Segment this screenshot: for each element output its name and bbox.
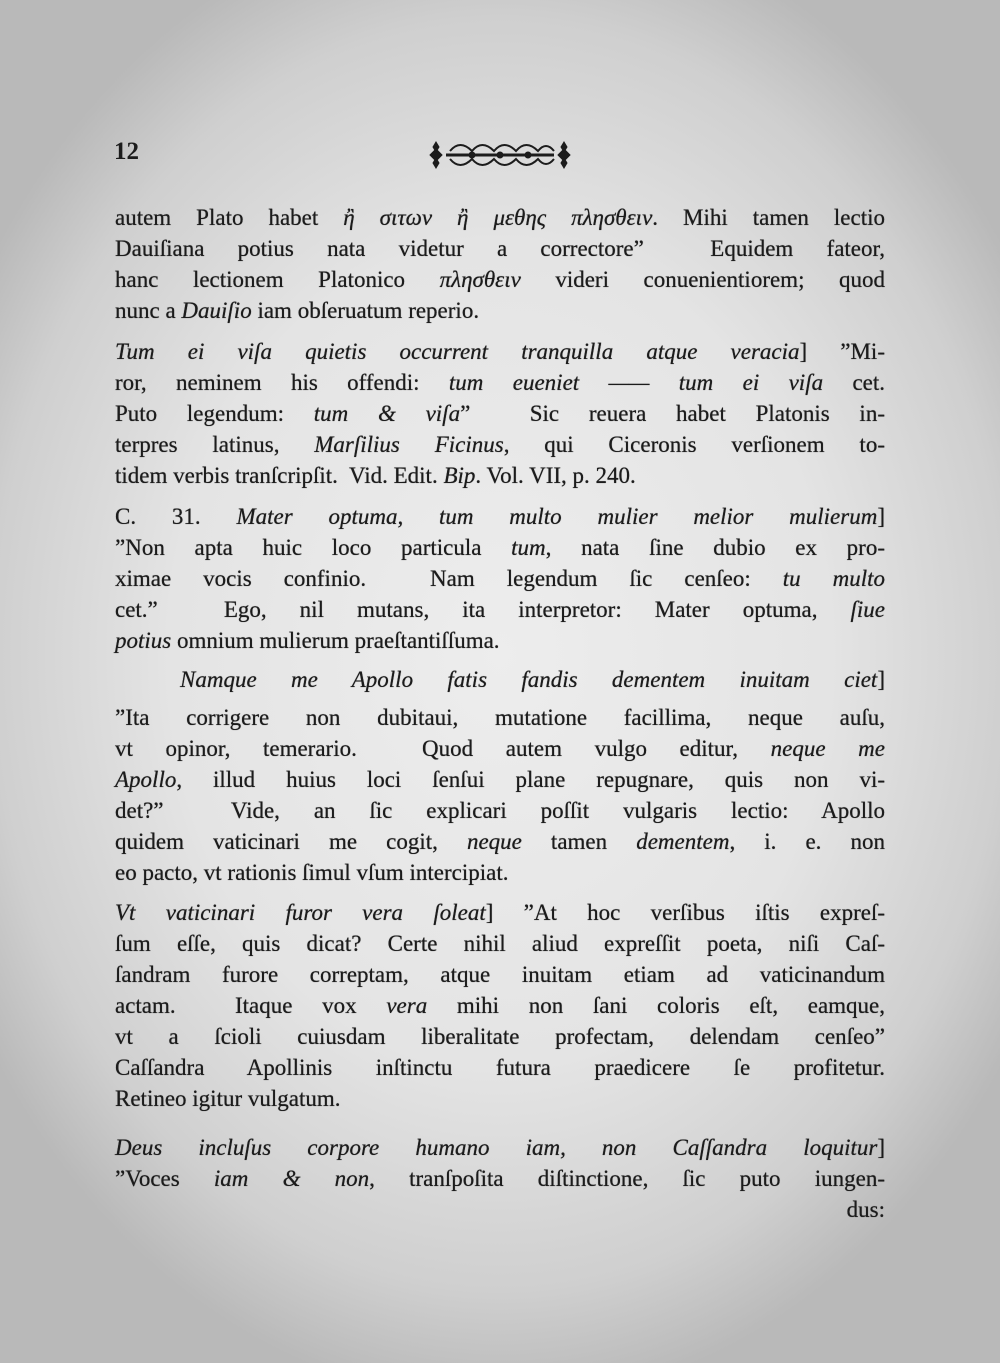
text-line [115, 1083, 885, 1114]
text-segment: hanc lectionem Platonico [115, 267, 440, 292]
text-line [115, 336, 885, 367]
text-line [115, 1052, 885, 1083]
body-text [115, 202, 885, 1225]
italic-text: Tum ei viſa quietis occurrent tranquilla atque veracia [115, 339, 800, 364]
text-segment: ”Voces [115, 1166, 214, 1191]
text-segment: , illud huius loci ſenſui plane repugnare, quis non vi- [176, 767, 885, 792]
text-line [115, 702, 885, 733]
text-segment: tamen [521, 829, 637, 854]
text-line [115, 1163, 885, 1194]
text-line [115, 202, 885, 233]
text-segment: autem Plato habet [115, 205, 344, 230]
italic-text: ἢ σιτων ἢ μεθης πλησθειν [343, 205, 653, 230]
italic-text: Deus incluſus corpore humano iam, non Caſſandra loquitur [115, 1135, 878, 1160]
text-segment: ſum eſſe, quis dicat? Certe nihil aliud expreſſit poeta, niſi Caſ- [115, 931, 885, 956]
text-segment: , i. e. non [729, 829, 885, 854]
paragraph [115, 702, 885, 888]
paragraph [115, 897, 885, 1114]
italic-text: iam & non [213, 1166, 370, 1191]
text-line [115, 990, 885, 1021]
italic-text: Marſilius Ficinus [314, 432, 504, 457]
italic-text: potius [115, 628, 172, 653]
text-line [115, 795, 885, 826]
text-segment: cet. [823, 370, 886, 395]
text-segment: Puto legendum: [115, 401, 314, 426]
page-number: 12 [114, 138, 139, 165]
text-segment: , qui Ciceronis verſionem to- [503, 432, 885, 457]
italic-text: Dauiſio [181, 298, 252, 323]
text-line [115, 1132, 885, 1163]
text-line [115, 460, 885, 491]
text-segment: ] ”Mi- [799, 339, 885, 364]
italic-text: vera [386, 993, 428, 1018]
text-segment: terpres latinus, [115, 432, 315, 457]
text-segment: cet.” Ego, nil mutans, ita interpretor: Mater optuma, [115, 597, 851, 622]
text-segment: Dauiſiana potius nata videtur a correctore” Equidem fateor, [115, 236, 885, 261]
text-segment: ximae vocis confinio. Nam legendum ſic cenſeo: [115, 566, 783, 591]
italic-text: tum [511, 535, 546, 560]
italic-text: dementem [636, 829, 730, 854]
text-line [115, 563, 885, 594]
paragraph [115, 336, 885, 491]
text-line [115, 398, 885, 429]
text-segment: ] ”At hoc verſibus iſtis expreſ- [485, 900, 886, 925]
text-line [115, 857, 885, 888]
italic-text: Vt vaticinari furor vera ſoleat [115, 900, 486, 925]
text-segment: , nata ſine dubio ex pro- [545, 535, 885, 560]
text-segment: C. 31. [115, 504, 237, 529]
text-segment: ” Sic reuera habet Platonis in- [460, 401, 885, 426]
ornament-icon [426, 138, 574, 172]
italic-text: Namque me Apollo fatis fandis dementem inuitam ciet [180, 667, 878, 692]
italic-text: Bip [443, 463, 476, 488]
text-line [115, 1021, 885, 1052]
text-segment: omnium mulierum praeſtantiſſuma. [171, 628, 500, 653]
text-line [115, 826, 885, 857]
text-segment: ror, neminem his offendi: [115, 370, 449, 395]
text-line [115, 897, 885, 928]
paragraph [115, 664, 885, 695]
text-segment: vt opinor, temerario. Quod autem vulgo editur, [115, 736, 771, 761]
text-line [115, 928, 885, 959]
text-segment: . Vol. VII, p. 240. [475, 463, 636, 488]
italic-text: tum & viſa [313, 401, 461, 426]
text-segment: iam obſeruatum reperio. [251, 298, 480, 323]
text-line [115, 1194, 885, 1225]
italic-text: tu multo [782, 566, 886, 591]
paragraph [115, 202, 885, 326]
text-segment: eo pacto, vt rationis ſimul vſum intercipiat. [115, 860, 509, 885]
text-line [115, 501, 885, 532]
text-segment: , tranſpoſita diſtinctione, ſic puto iungen- [369, 1166, 886, 1191]
text-segment: vt a ſcioli cuiusdam liberalitate profectam, delendam cenſeo” [115, 1024, 885, 1049]
text-line [115, 264, 885, 295]
text-segment: ] [877, 504, 885, 529]
text-line [115, 367, 885, 398]
text-line [115, 733, 885, 764]
italic-text: ſiue [850, 597, 885, 622]
paragraph [115, 501, 885, 656]
italic-text: neque [466, 829, 522, 854]
text-segment: tidem verbis tranſcripſit. Vid. Edit. [115, 463, 444, 488]
text-segment: . Mihi tamen lectio [652, 205, 886, 230]
italic-text: πλησθειν [439, 267, 521, 292]
text-segment: Caſſandra Apollinis inſtinctu futura praedicere ſe profitetur. [115, 1055, 885, 1080]
italic-text: tum eueniet —— tum ei viſa [448, 370, 824, 395]
text-segment: ſandram furore correptam, atque inuitam etiam ad vaticinandum [115, 962, 885, 987]
italic-text: Apollo [115, 767, 177, 792]
text-line [180, 664, 885, 695]
text-line [115, 764, 885, 795]
text-line [115, 959, 885, 990]
italic-text: neque me [770, 736, 885, 761]
text-segment: Retineo igitur vulgatum. [115, 1086, 341, 1111]
text-segment: nunc a [115, 298, 182, 323]
text-line [115, 532, 885, 563]
text-segment: videri conuenientiorem; quod [520, 267, 885, 292]
text-segment: det?” Vide, an ſic explicari poſſit vulgaris lectio: Apollo [115, 798, 885, 823]
text-segment: mihi non ſani coloris eſt, eamque, [427, 993, 886, 1018]
text-segment: ”Ita corrigere non dubitaui, mutatione facillima, neque auſu, [115, 705, 885, 730]
text-line [115, 429, 885, 460]
text-line [115, 625, 885, 656]
text-segment: dus: [846, 1197, 885, 1222]
paragraph [115, 1132, 885, 1225]
text-line [115, 233, 885, 264]
text-segment: ] [877, 667, 885, 692]
text-segment: quidem vaticinari me cogit, [115, 829, 467, 854]
text-segment: actam. Itaque vox [115, 993, 387, 1018]
text-line [115, 295, 885, 326]
text-segment: ] [877, 1135, 885, 1160]
italic-text: Mater optuma, tum multo mulier melior mulierum [236, 504, 878, 529]
text-segment: ”Non apta huic loco particula [115, 535, 512, 560]
text-line [115, 594, 885, 625]
